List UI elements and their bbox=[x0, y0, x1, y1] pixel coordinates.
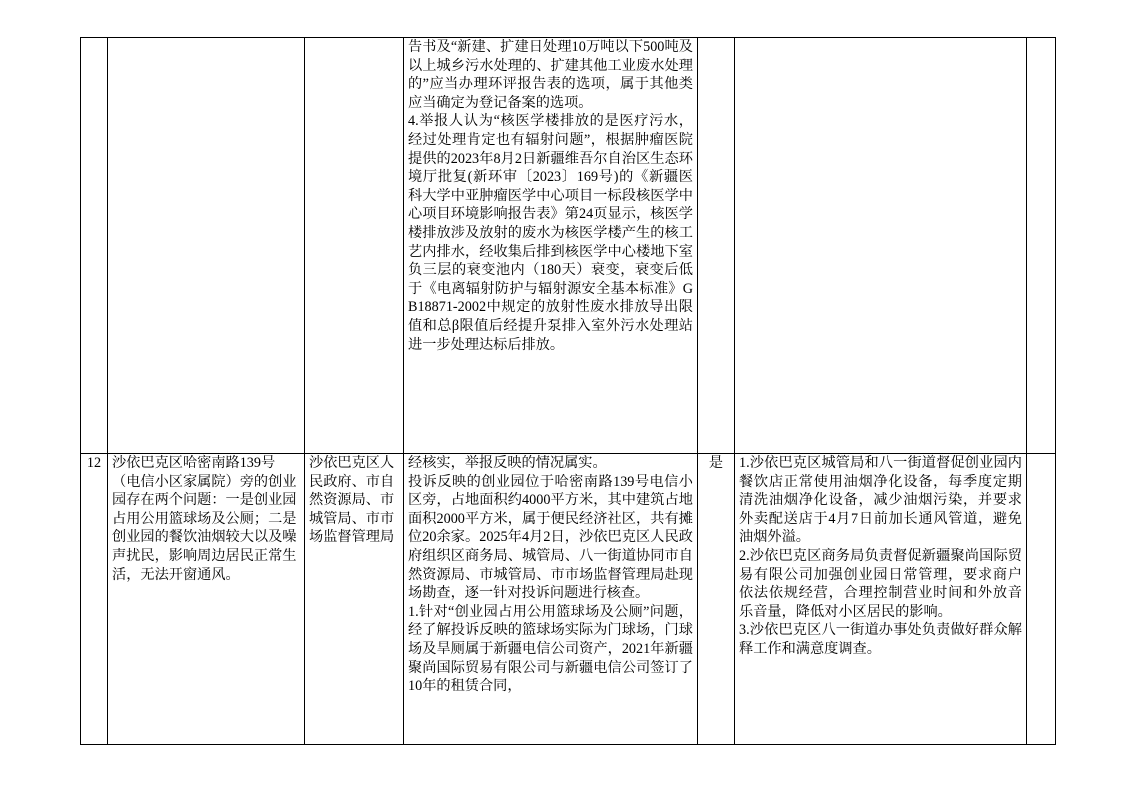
handling-result bbox=[735, 454, 1027, 745]
investigation-paragraph: 1.针对“创业园占用公用篮球场及公厕”问题，经了解投诉反映的篮球场实际为门球场，门球场及旱厕属于新疆电信公司资产，2021年新疆聚尚国际贸易有限公司与新疆电信公司签订了10年的租赁合同， bbox=[408, 603, 693, 695]
remark-cell bbox=[1027, 38, 1056, 454]
responsible-units: 沙依巴克区人民政府、市自然资源局、市城管局、市市场监督管理局 bbox=[305, 454, 404, 745]
is-true-flag bbox=[698, 38, 735, 454]
handling-result bbox=[735, 38, 1027, 454]
handling-item: 1.沙依巴克区城管局和八一街道督促创业园内餐饮店正常使用油烟净化设备，每季度定期清洗油烟净化设备，减少油烟污染，并要求外卖配送店于4月7日前加长通风管道，避免油烟外溢。 bbox=[739, 455, 1022, 546]
table-row bbox=[81, 38, 1056, 454]
row-number bbox=[81, 38, 108, 454]
complaint-table bbox=[80, 37, 1056, 745]
investigation-paragraph: 投诉反映的创业园位于哈密南路139号电信小区旁，占地面积约4000平方米，其中建筑占地面积2000平方米，属于便民经济社区，共有摊位20余家。2025年4月2日，沙依巴克区人民政府组织区商务局、城管局、八一街道协同市自然资源局、市城管局、市市场监督管理局赴现场勘查，逐一针对投诉问题进行核查。 bbox=[408, 473, 693, 602]
responsible-units bbox=[305, 38, 404, 454]
investigation-paragraph: 4.举报人认为“核医学楼排放的是医疗污水，经过处理肯定也有辐射问题”，根据肿瘤医院提供的2023年8月2日新疆维吾尔自治区生态环境厅批复(新环审〔2023〕169号)的《新疆医科大学中亚肿瘤医学中心项目一标段核医学中心项目环境影响报告表》第24页显示，核医学楼排放涉及放射的废水为核医学楼产生的核工艺内排水，经收集后排到核医学中心楼地下室负三层的衰变池内（180天）衰变，衰变后低于《电离辐射防护与辐射源安全基本标准》GB18871-2002中规定的放射性废水排放导出限值和总β限值后经提升泵排入室外污水处理站进一步处理达标后排放。 bbox=[408, 113, 693, 353]
handling-item: 3.沙依巴克区八一街道办事处负责做好群众解释工作和满意度调查。 bbox=[739, 622, 1022, 657]
investigation-details bbox=[404, 454, 698, 745]
is-true-flag: 是 bbox=[698, 454, 735, 745]
handling-item: 2.沙依巴克区商务局负责督促新疆聚尚国际贸易有限公司加强创业园日常管理，要求商户依法依规经营，合理控制营业时间和外放音乐音量，降低对小区居民的影响。 bbox=[739, 547, 1022, 620]
row-number: 12 bbox=[81, 454, 108, 745]
investigation-details bbox=[404, 38, 698, 454]
table-row bbox=[81, 454, 1056, 745]
investigation-paragraph: 经核实，举报反映的情况属实。 bbox=[408, 455, 607, 471]
remark-cell bbox=[1027, 454, 1056, 745]
investigation-paragraph: 告书及“新建、扩建日处理10万吨以下500吨及以上城乡污水处理的、扩建其他工业废水处理的”应当办理环评报告表的选项，属于其他类应当确定为登记备案的选项。 bbox=[408, 39, 693, 111]
complaint-content: 沙依巴克区哈密南路139号（电信小区家属院）旁的创业园存在两个问题：一是创业园占用公用篮球场及公厕；二是创业园的餐饮油烟较大以及噪声扰民，影响周边居民正常生活，无法开窗通风。 bbox=[108, 454, 305, 745]
complaint-content bbox=[108, 38, 305, 454]
